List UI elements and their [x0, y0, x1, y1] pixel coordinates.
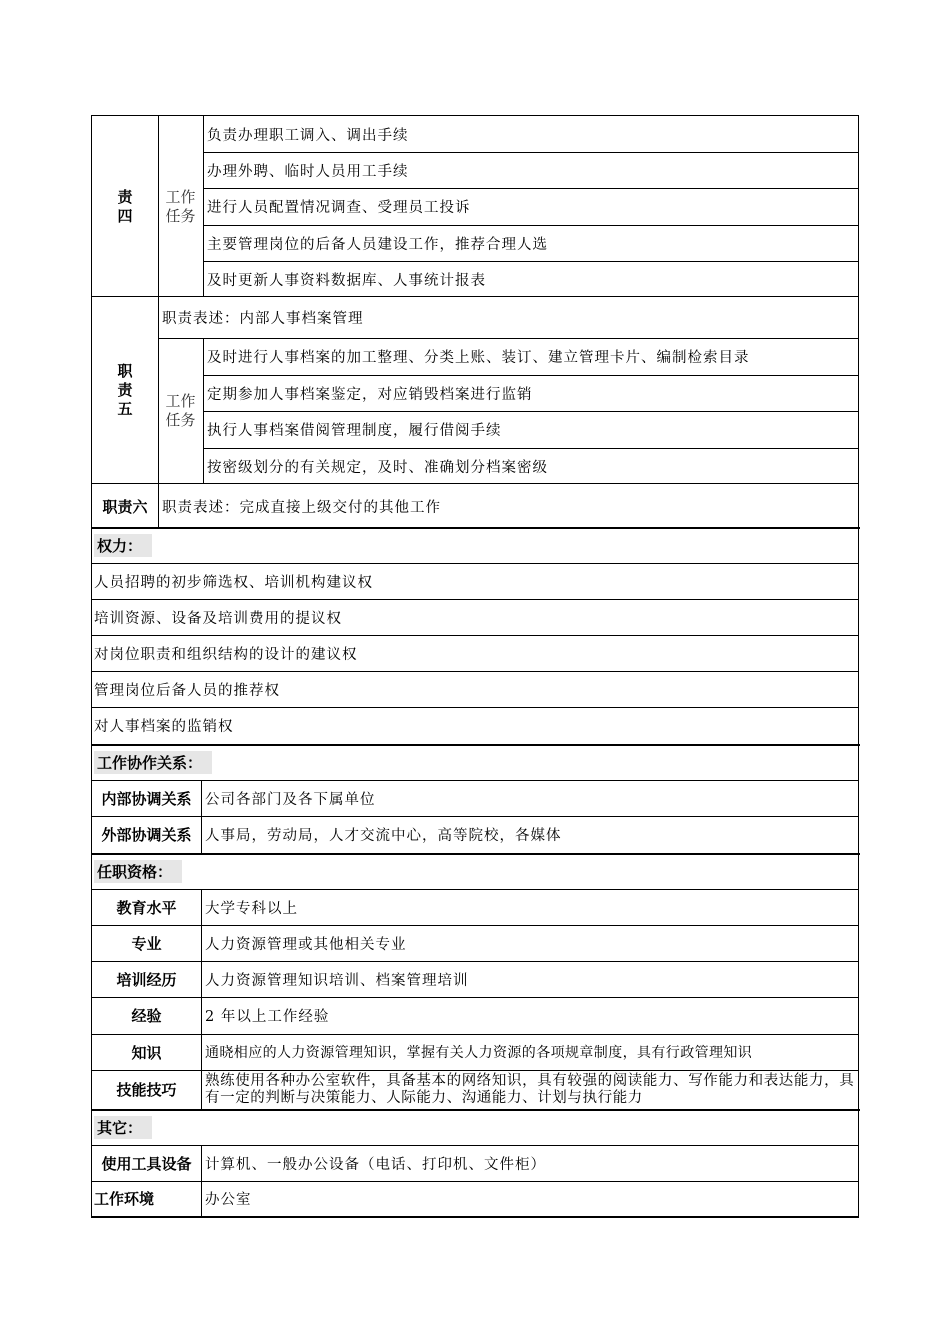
- duty6-statement: 职责表述：完成直接上级交付的其他工作: [162, 499, 441, 516]
- duty5-statement: 职责表述：内部人事档案管理: [162, 311, 364, 327]
- duty4-task: 及时更新人事资料数据库、人事统计报表: [207, 272, 486, 289]
- cooperation-label: 内部协调关系: [101, 789, 192, 808]
- qualification-value: 通晓相应的人力资源管理知识，掌握有关人力资源的各项规章制度，具有行政管理知识: [205, 1045, 753, 1061]
- task-label-line: 工作: [165, 187, 196, 206]
- authority-section: [91, 527, 859, 744]
- cooperation-section: [91, 744, 859, 853]
- duty5-block: [91, 296, 859, 483]
- duty4-label: [92, 116, 158, 297]
- authority-item: 对人事档案的监销权: [94, 719, 234, 735]
- qualification-label: 经验: [131, 1007, 162, 1025]
- job-description-table: [91, 115, 859, 1218]
- section-title: 工作协作关系：: [94, 751, 212, 774]
- authority-item: 管理岗位后备人员的推荐权: [94, 682, 280, 699]
- qualification-section: [91, 853, 859, 1109]
- qualification-label: 技能技巧: [116, 1081, 177, 1099]
- duty5-label-char: 责: [117, 381, 133, 399]
- duty6-block: [91, 483, 859, 527]
- cooperation-header: [92, 744, 859, 780]
- other-value: 计算机、一般办公设备（电话、打印机、文件柜）: [205, 1156, 546, 1173]
- duty5-label-char: 五: [117, 400, 133, 418]
- qualification-header: [92, 853, 859, 889]
- other-value: 办公室: [205, 1192, 252, 1208]
- section-title: 任职资格：: [94, 860, 182, 883]
- duty4-block: [91, 115, 859, 296]
- other-label: 工作环境: [94, 1190, 155, 1208]
- duty4-task: 负责办理职工调入、调出手续: [207, 127, 409, 144]
- cooperation-label: 外部协调关系: [101, 826, 192, 844]
- other-label: 使用工具设备: [101, 1154, 192, 1173]
- qualification-label: 教育水平: [116, 898, 177, 917]
- duty4-task: 主要管理岗位的后备人员建设工作，推荐合理人选: [207, 236, 548, 253]
- authority-item: 人员招聘的初步筛选权、培训机构建议权: [94, 574, 373, 591]
- cooperation-value: 人事局，劳动局，人才交流中心，高等院校，各媒体: [205, 828, 562, 844]
- task-label-line: 工作: [165, 392, 196, 410]
- qualification-label: 知识: [131, 1043, 162, 1062]
- duty5-task: 按密级划分的有关规定，及时、准确划分档案密级: [207, 459, 548, 476]
- duty5-task: 及时进行人事档案的加工整理、分类上账、装订、建立管理卡片、编制检索目录: [207, 350, 750, 366]
- duty4-label-char: 四: [117, 206, 133, 225]
- section-title: 其它：: [94, 1116, 152, 1139]
- duty4-task: 进行人员配置情况调查、受理员工投诉: [207, 200, 471, 216]
- section-title: 权力：: [94, 534, 152, 557]
- qualification-value: 人力资源管理知识培训、档案管理培训: [205, 972, 469, 989]
- duty5-task: 定期参加人事档案鉴定，对应销毁档案进行监销: [207, 386, 533, 403]
- duty5-label-char: 职: [117, 362, 133, 380]
- authority-item: 对岗位职责和组织结构的设计的建议权: [94, 646, 358, 663]
- task-label-line: 任务: [165, 206, 196, 225]
- cooperation-value: 公司各部门及各下属单位: [205, 791, 376, 808]
- qualification-value: 2 年以上工作经验: [205, 1009, 330, 1025]
- authority-item: 培训资源、设备及培训费用的提议权: [94, 610, 342, 627]
- qualification-label: 培训经历: [116, 970, 177, 989]
- duty4-label-char: 责: [117, 187, 133, 206]
- duty5-label: [92, 297, 158, 484]
- duty4-task-label: [158, 116, 203, 297]
- duty4-task: 办理外聘、临时人员用工手续: [207, 163, 409, 180]
- other-section: [91, 1109, 859, 1218]
- qualification-value: 熟练使用各种办公室软件，具备基本的网络知识，具有较强的阅读能力、写作能力和表达能力，具有一定的判断与决策能力、人际能力、沟通能力、计划与执行能力: [205, 1072, 855, 1106]
- duty5-task: 执行人事档案借阅管理制度，履行借阅手续: [207, 423, 502, 439]
- qualification-value: 人力资源管理或其他相关专业: [205, 936, 407, 953]
- duty5-task-label: [158, 338, 203, 484]
- duty6-label: 职责六: [102, 497, 148, 516]
- qualification-label: 专业: [131, 934, 162, 953]
- task-label-line: 任务: [165, 411, 196, 429]
- qualification-value: 大学专科以上: [205, 900, 298, 917]
- authority-header: [92, 527, 859, 563]
- other-header: [92, 1109, 859, 1145]
